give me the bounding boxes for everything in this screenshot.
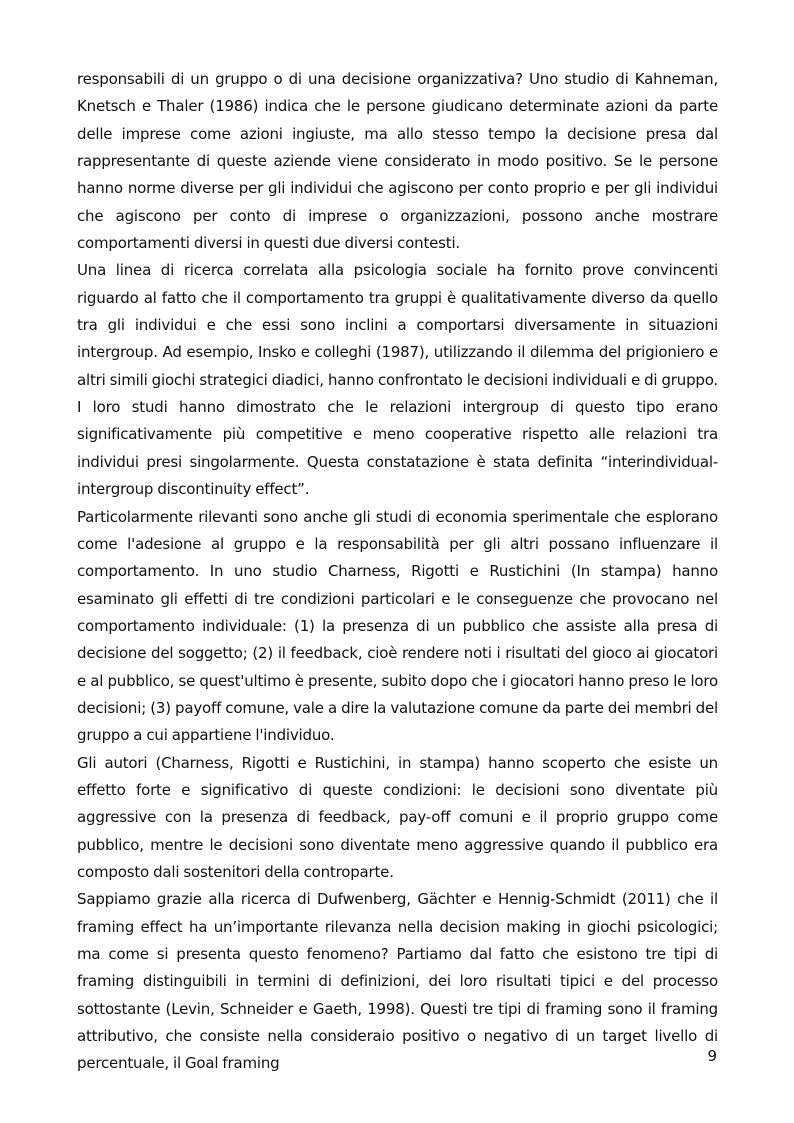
page-number: 9 <box>707 1047 717 1065</box>
paragraph-4: Gli autori (Charness, Rigotti e Rustichini, in stampa) hanno scoperto che esiste un effetto forte e significativo di queste condizioni: le decisioni sono diventate più aggressive con la presenza di feedback, pay-off comuni e il proprio gruppo come pubblico, mentre le decisioni sono diventate meno aggressive quando il pubblico era composto dali sostenitori della controparte. <box>77 753 718 881</box>
paragraph-5: Sappiamo grazie alla ricerca di Dufwenberg, Gächter e Hennig-Schmidt (2011) che il framing effect ha un’importante rilevanza nella decision making in giochi psicologici; ma come si presenta questo fenomeno? Partiamo dal fatto che esistono tre tipi di framing distinguibili in termini di definizioni, dei loro risultati tipici e del processo sottostante (Levin, Schneider e Gaeth, 1998). Questi tre tipi di framing sono il framing attributivo, che consiste nella consideraio positivo o negativo di un target livello di percentuale, il Goal framing <box>77 890 718 1073</box>
paragraph-2: Una linea di ricerca correlata alla psicologia sociale ha fornito prove convincenti riguardo al fatto che il comportamento tra gruppi è qualitativamente diverso da quello tra gli individui e che essi sono inclini a comportarsi diversamente in situazioni intergroup. Ad esempio, Insko e colleghi (1987), utilizzando il dilemma del prigioniero e altri simili giochi strategici diadici, hanno confrontato le decisioni individuali e di gruppo. I loro studi hanno dimostrato che le relazioni intergroup di questo tipo erano significativamente più competitive e meno cooperative rispetto alle relazioni tra individui presi singolarmente. Questa constatazione è stata definita “interindividual-intergroup discontinuity effect”. <box>77 261 718 499</box>
page-body <box>77 66 718 1078</box>
paragraph-3: Particolarmente rilevanti sono anche gli studi di economia sperimentale che esplorano come l'adesione al gruppo e la responsabilità per gli altri possano influenzare il comportamento. In uno studio Charness, Rigotti e Rustichini (In stampa) hanno esaminato gli effetti di tre condizioni particolari e le conseguenze che provocano nel comportamento individuale: (1) la presenza di un pubblico che assiste alla presa di decisione del soggetto; (2) il feedback, cioè rendere noti i risultati del gioco ai giocatori e al pubblico, se quest'ultimo è presente, subito dopo che i giocatori hanno preso le loro decisioni; (3) payoff comune, vale a dire la valutazione comune da parte dei membri del gruppo a cui appartiene l'individuo. <box>77 507 718 745</box>
paragraph-1: responsabili di un gruppo o di una decisione organizzativa? Uno studio di Kahneman, Knetsch e Thaler (1986) indica che le persone giudicano determinate azioni da parte delle imprese come azioni ingiuste, ma allo stesso tempo la decisione presa dal rappresentante di queste aziende viene considerato in modo positivo. Se le persone hanno norme diverse per gli individui che agiscono per conto proprio e per gli individui che agiscono per conto di imprese o organizzazioni, possono anche mostrare comportamenti diversi in questi due diversi contesti. <box>77 70 718 253</box>
